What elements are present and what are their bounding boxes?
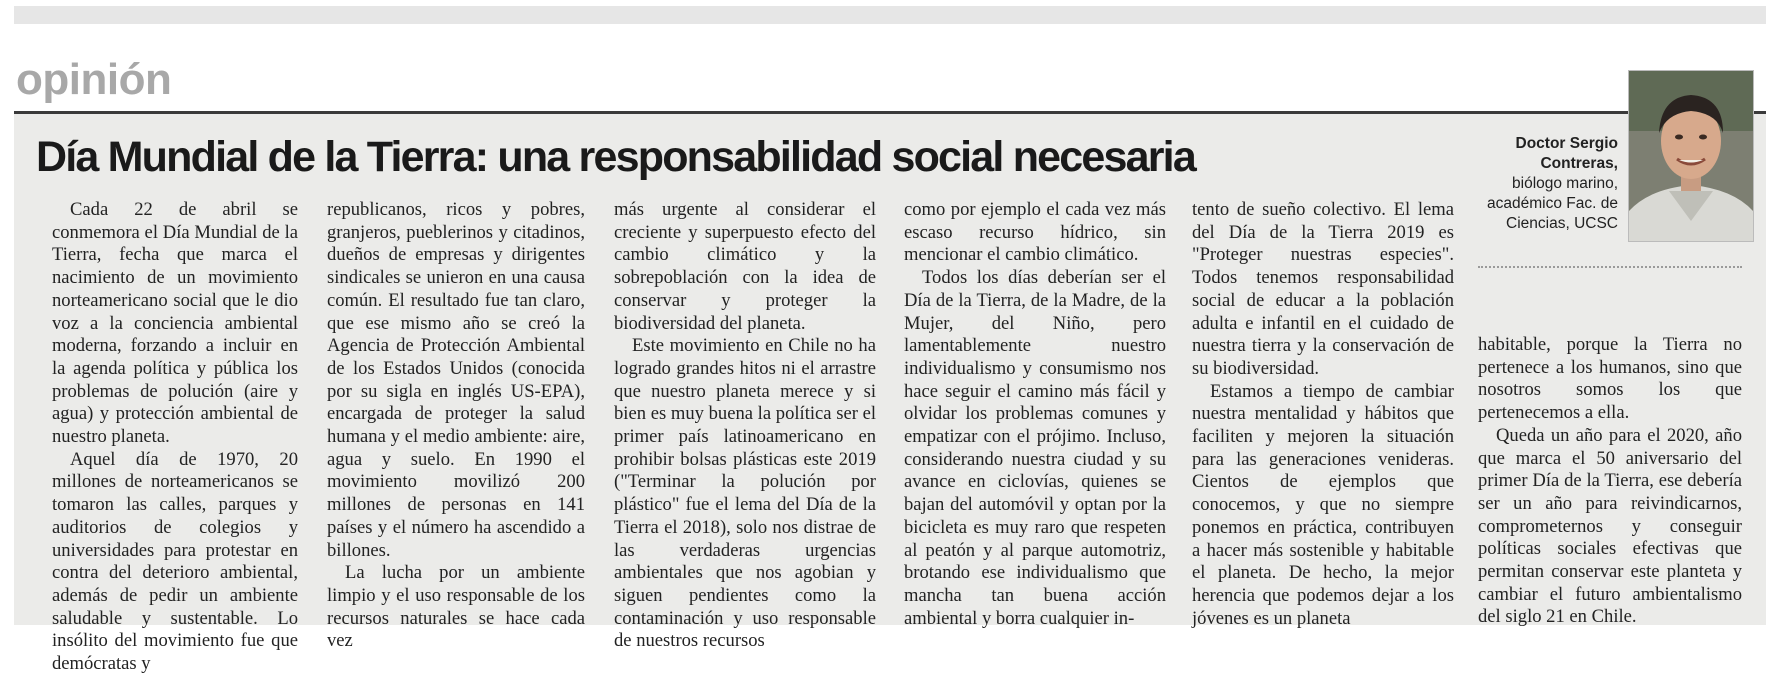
author-byline <box>1468 134 1618 234</box>
byline-divider <box>1478 266 1742 268</box>
article-column-4 <box>904 199 1166 630</box>
article-paragraph: Cada 22 de abril se conmemora el Día Mundial de la Tierra, fecha que marca el nacimiento de un movimiento norteamericano social que le dio voz a la conciencia ambiental moderna, forzando a incluir en la agenda política y pública los problemas de polución (aire y agua) y protección ambiental de nuestro planeta. <box>52 199 298 448</box>
article-column-6 <box>1478 334 1742 629</box>
article-paragraph: Estamos a tiempo de cambiar nuestra mentalidad y hábitos que faciliten y mejoren la situación para las generaciones venideras. Cientos de ejemplos que conocemos, y que no siempre ponemos en práctica, contribuyen a hacer más sostenible y habitable el planeta. De hecho, la mejor herencia que podemos dejar a los jóvenes es un planeta <box>1192 380 1454 629</box>
article-paragraph: como por ejemplo el cada vez más escaso recurso hídrico, sin mencionar el cambio climático. <box>904 199 1166 266</box>
article-paragraph: más urgente al considerar el creciente y superpuesto efecto del cambio climático y la sobrepoblación con la idea de conservar y proteger la biodiversidad del planeta. <box>614 199 876 334</box>
article-headline: Día Mundial de la Tierra: una responsabilidad social necesaria <box>36 133 1195 181</box>
article-paragraph: habitable, porque la Tierra no pertenece a los humanos, sino que nosotros somos los que pertenecemos a ella. <box>1478 334 1742 424</box>
author-portrait-icon <box>1629 71 1753 241</box>
article-column-5 <box>1192 199 1454 630</box>
article-paragraph: tento de sueño colectivo. El lema del Día de la Tierra 2019 es "Proteger nuestras especies". Todos tenemos responsabilidad social de educar a la población adulta e infantil en el cuidado de nuestra tierra y la conservación de su biodiversidad. <box>1192 199 1454 379</box>
author-portrait-photo <box>1628 70 1754 242</box>
top-gray-bar <box>14 6 1766 24</box>
author-role: biólogo marino, académico Fac. de Ciencias, UCSC <box>1487 175 1618 232</box>
article-paragraph: Queda un año para el 2020, año que marca el 50 aniversario del primer Día de la Tierra, ese debería ser un año para reivindicarnos, comprometernos y conseguir políticas sociales efectivas que permitan conservar este planteta y cambiar el futuro ambientalismo del siglo 21 en Chile. <box>1478 424 1742 628</box>
article-column-1 <box>52 199 298 676</box>
article-column-2 <box>327 199 585 653</box>
article-column-3 <box>614 199 876 653</box>
article-paragraph: Aquel día de 1970, 20 millones de norteamericanos se tomaron las calles, parques y auditorios de colegios y universidades para protestar en contra del deterioro ambiental, además de pedir un ambiente saludable y sustentable. Lo insólito del movimiento fue que demócratas y <box>52 448 298 675</box>
article-paragraph: La lucha por un ambiente limpio y el uso responsable de los recursos naturales se hace cada vez <box>327 562 585 652</box>
author-name: Doctor Sergio Contreras, <box>1515 135 1618 172</box>
article-paragraph: Este movimiento en Chile no ha logrado grandes hitos ni el arrastre que nuestro planeta merece y si bien es muy buena la política ser el primer país latinoamericano en prohibir bolsas plásticas este 2019 ("Terminar la polución por plástico" fue el lema del Día de la Tierra el 2018), solo nos distrae de las verdaderas urgencias ambientales que nos agobian y siguen pendientes como la contaminación y uso responsable de nuestros recursos <box>614 335 876 652</box>
article-paragraph: Todos los días deberían ser el Día de la Tierra, de la Madre, de la Mujer, del Niño, pero lamentablemente nuestro individualismo y consumismo nos hace seguir el camino más fácil y olvidar los problemas comunes y empatizar con el prójimo. Incluso, considerando nuestra ciudad y su avance en ciclovías, quienes se bajan del automóvil y optan por la bicicleta es muy raro que respeten al peatón y al parque automotriz, brotando ese individualismo que mancha tan buena acción ambiental y borra cualquier in- <box>904 267 1166 629</box>
article-paragraph: republicanos, ricos y pobres, granjeros, pueblerinos y citadinos, dueños de empresas y dirigentes sindicales se unieron en una causa común. El resultado fue tan claro, que ese mismo año se creó la Agencia de Protección Ambiental de los Estados Unidos (conocida por su sigla en inglés US-EPA), encargada de proteger la salud humana y el medio ambiente: aire, agua y suelo. En 1990 el movimiento movilizó 200 millones de personas en 141 países y el número ha ascendido a billones. <box>327 199 585 561</box>
section-label: opinión <box>16 55 172 104</box>
